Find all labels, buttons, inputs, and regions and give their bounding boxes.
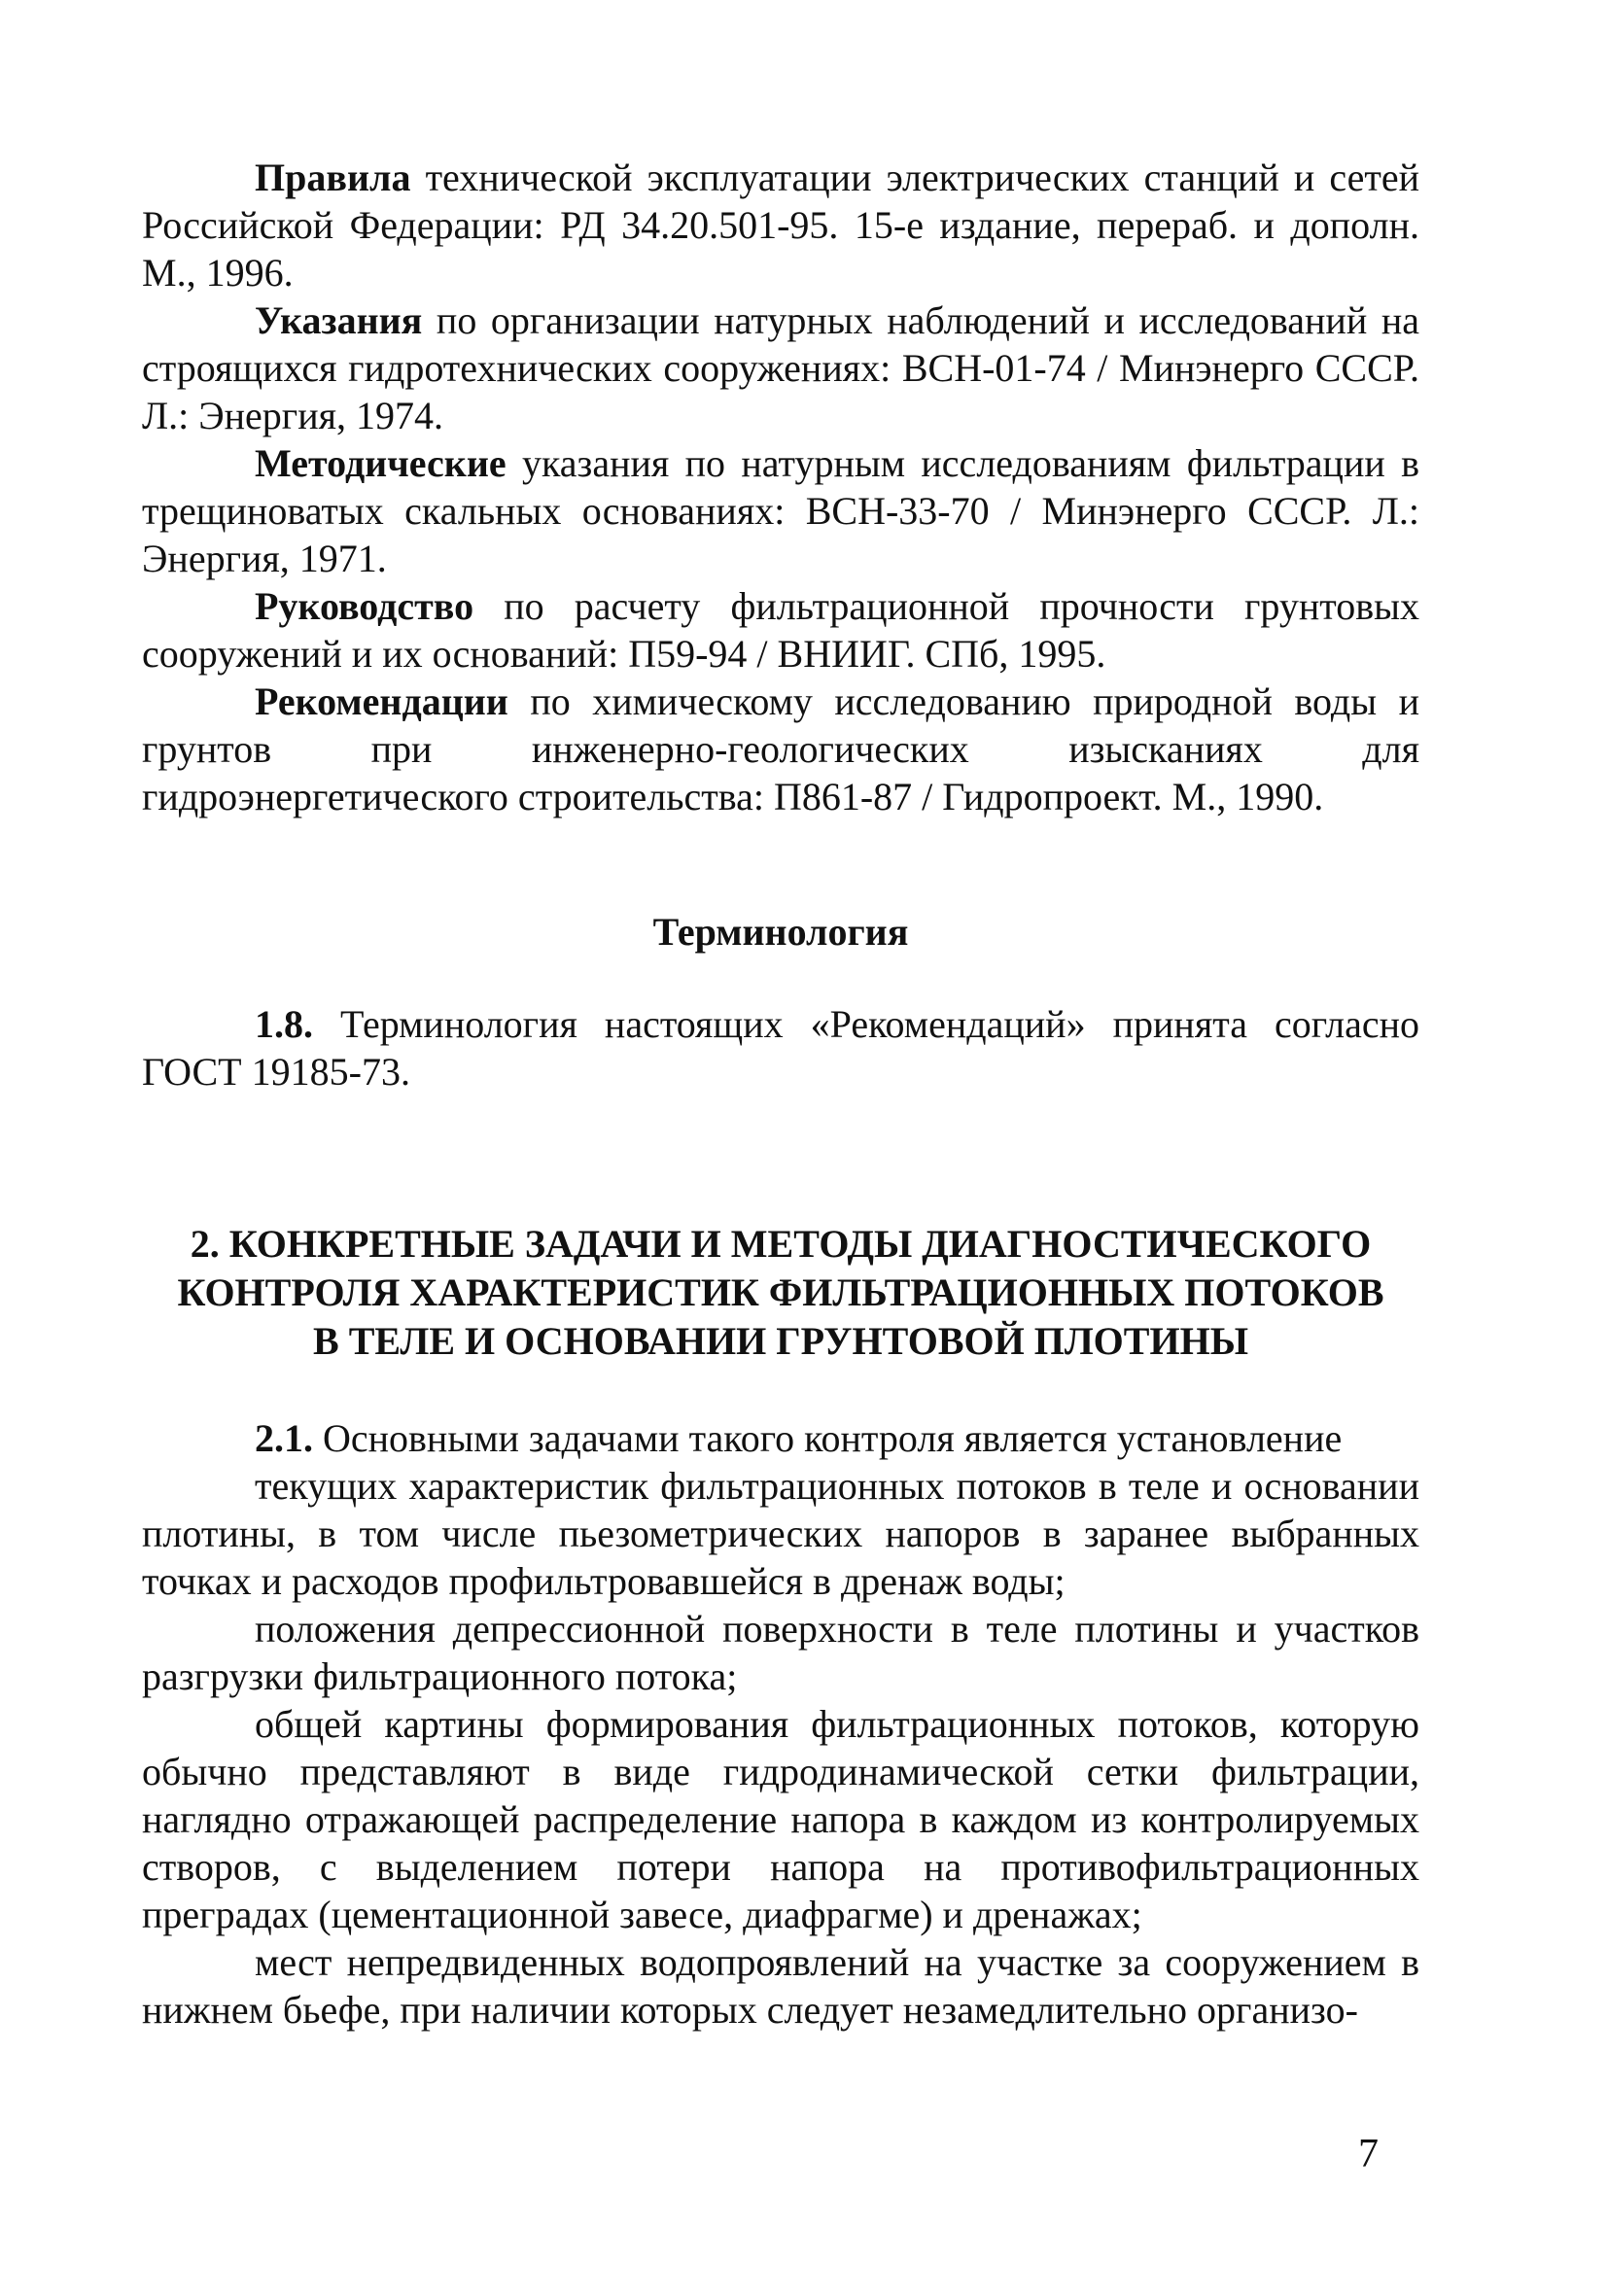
reference-lead: Руководство <box>255 584 474 628</box>
task-item: мест непредвиденных водопроявлений на участке за сооружением в нижнем бьефе, при наличии которых следует незамедлительно организо- <box>142 1940 1419 2032</box>
task-item: текущих характеристик фильтрационных потоков в теле и основании плотины, в том числе пьезометрических напоров в заранее выбранных точках и расходов профильтровавшейся в дренаж воды; <box>142 1464 1419 1603</box>
terminology-heading: Терминология <box>652 910 909 954</box>
chapter-heading-line: 2. КОНКРЕТНЫЕ ЗАДАЧИ И МЕТОДЫ ДИАГНОСТИЧЕСКОГО <box>190 1222 1372 1266</box>
task-item: положения депрессионной поверхности в теле плотины и участков разгрузки фильтрационного потока; <box>142 1607 1419 1698</box>
chapter-2-heading <box>142 1220 1419 1366</box>
chapter-heading-line: КОНТРОЛЯ ХАРАКТЕРИСТИК ФИЛЬТРАЦИОННЫХ ПОТОКОВ <box>177 1270 1384 1314</box>
reference-text: по расчету фильтрационной прочности грунтовых сооружений и их оснований: П59-94 / ВНИИГ. СПб, 1995. <box>142 584 1419 676</box>
reference-entry <box>142 439 1419 582</box>
reference-lead: Правила <box>255 156 411 199</box>
page-number: 7 <box>1358 2132 1379 2176</box>
chapter-heading-line: В ТЕЛЕ И ОСНОВАНИИ ГРУНТОВОЙ ПЛОТИНЫ <box>313 1319 1248 1363</box>
reference-text: технической эксплуатации электрических станций и сетей Российской Федерации: РД 34.20.501-95. 15-е издание, перераб. и дополн. М., 1996. <box>142 156 1419 295</box>
paragraph-text: Основными задачами такого контроля является установление <box>313 1416 1343 1460</box>
reference-entry <box>142 154 1419 296</box>
reference-lead: Методические <box>255 441 507 485</box>
reference-entry <box>142 678 1419 820</box>
paragraph-2-1 <box>142 1414 1419 1462</box>
reference-entry <box>142 296 1419 439</box>
paragraph-1-8 <box>142 1000 1419 1096</box>
paragraph-number: 2.1. <box>255 1416 313 1460</box>
reference-entry <box>142 582 1419 678</box>
paragraph-text: Терминология настоящих «Рекомендаций» принята согласно ГОСТ 19185-73. <box>142 1002 1419 1094</box>
reference-text: по организации натурных наблюдений и исследований на строящихся гидротехнических сооружениях: ВСН-01-74 / Минэнерго СССР. Л.: Энергия, 1974. <box>142 298 1419 437</box>
reference-text: указания по натурным исследованиям фильтрации в трещиноватых скальных основаниях: ВСН-33-70 / Минэнерго СССР. Л.: Энергия, 1971. <box>142 441 1419 580</box>
reference-lead: Рекомендации <box>255 679 508 723</box>
task-item: общей картины формирования фильтрационных потоков, которую обычно представляют в виде гидродинамической сетки фильтрации, наглядно отражающей распределение напора в каждом из контролируемых створов, с выделением потери напора на противофильтрационных преградах (цементационной завесе, диафрагме) и дренажах; <box>142 1702 1419 1936</box>
paragraph-number: 1.8. <box>255 1002 313 1046</box>
text-column <box>142 154 1419 2034</box>
reference-lead: Указания <box>255 298 423 342</box>
reference-text: по химическому исследованию природной воды и грунтов при инженерно-геологических изысканиях для гидроэнергетического строительства: П861-87 / Гидропроект. М., 1990. <box>142 679 1419 818</box>
